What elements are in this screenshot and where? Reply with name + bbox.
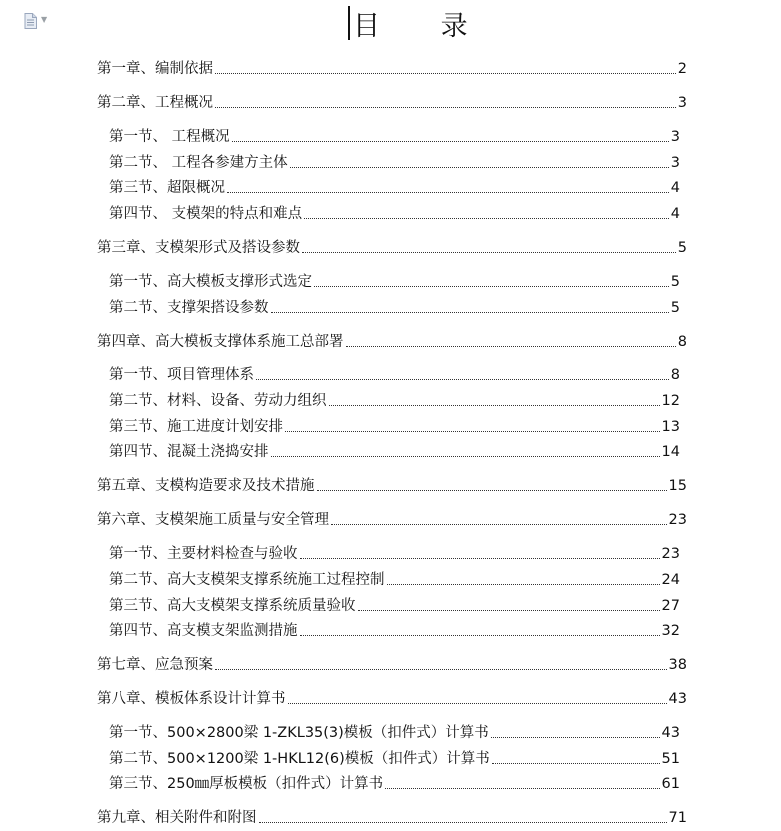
dot-leader bbox=[331, 524, 667, 525]
dot-leader bbox=[256, 379, 669, 380]
dot-leader bbox=[302, 252, 676, 253]
toc-section-entry[interactable] bbox=[109, 418, 680, 436]
toc-chapter-entry[interactable] bbox=[97, 809, 687, 827]
dot-leader bbox=[290, 167, 669, 168]
dot-leader bbox=[346, 346, 676, 347]
toc-chapter-entry[interactable] bbox=[97, 511, 687, 529]
toc-page-number: 51 bbox=[661, 751, 680, 767]
toc-entry-label: 第四节、混凝土浇捣安排 bbox=[109, 444, 269, 460]
toc-section-entry[interactable] bbox=[109, 571, 680, 589]
toc-page-number: 4 bbox=[670, 180, 680, 196]
toc-page-number: 5 bbox=[670, 300, 680, 316]
toc-page-number: 12 bbox=[661, 393, 680, 409]
toc-page-number: 4 bbox=[670, 206, 680, 222]
toc-entry-label: 第三节、超限概况 bbox=[109, 180, 225, 196]
dot-leader bbox=[285, 431, 660, 432]
toc-entry-label: 第四节、 支模架的特点和难点 bbox=[109, 206, 303, 222]
toc-entry-label: 第三节、250㎜厚板模板（扣件式）计算书 bbox=[109, 776, 384, 792]
toc-page-number: 14 bbox=[661, 444, 680, 460]
dot-leader bbox=[271, 312, 669, 313]
toc-chapter-entry[interactable] bbox=[97, 94, 687, 112]
dot-leader bbox=[317, 490, 667, 491]
toc-entry-label: 第二节、500×1200梁 1-HKL12(6)模板（扣件式）计算书 bbox=[109, 751, 490, 767]
toc-entry-label: 第三章、支模架形式及搭设参数 bbox=[97, 240, 300, 256]
dot-leader bbox=[271, 456, 660, 457]
toc-chapter-entry[interactable] bbox=[97, 239, 687, 257]
page-title: 目 录 bbox=[353, 11, 494, 42]
toc-page-number: 27 bbox=[661, 598, 680, 614]
toc-section-entry[interactable] bbox=[109, 273, 680, 291]
toc-entry-label: 第二节、 工程各参建方主体 bbox=[109, 155, 288, 171]
toc-section-entry[interactable] bbox=[109, 392, 680, 410]
toc-chapter-entry[interactable] bbox=[97, 690, 687, 708]
dot-leader bbox=[491, 737, 660, 738]
toc-page-number: 61 bbox=[661, 776, 680, 792]
toc-entry-label: 第五章、支模构造要求及技术措施 bbox=[97, 478, 315, 494]
toc-entry-label: 第二节、高大支模架支撑系统施工过程控制 bbox=[109, 572, 385, 588]
toc-page-number: 3 bbox=[670, 155, 680, 171]
toc-entry-label: 第一节、500×2800梁 1-ZKL35(3)模板（扣件式）计算书 bbox=[109, 725, 489, 741]
toc-page-number: 3 bbox=[677, 95, 687, 111]
dot-leader bbox=[492, 763, 660, 764]
toc-entry-label: 第一章、编制依据 bbox=[97, 61, 213, 77]
toc-entry-label: 第二节、材料、设备、劳动力组织 bbox=[109, 393, 327, 409]
toc-page-number: 43 bbox=[661, 725, 680, 741]
toc-page-number: 23 bbox=[661, 546, 680, 562]
toc-section-entry[interactable] bbox=[109, 128, 680, 146]
toc-section-entry[interactable] bbox=[109, 724, 680, 742]
dot-leader bbox=[215, 107, 676, 108]
dot-leader bbox=[304, 218, 669, 219]
dot-leader bbox=[232, 141, 669, 142]
toc-entry-label: 第一节、项目管理体系 bbox=[109, 367, 254, 383]
toc-page-number: 23 bbox=[668, 512, 687, 528]
dot-leader bbox=[358, 610, 660, 611]
toc-section-entry[interactable] bbox=[109, 750, 680, 768]
dot-leader bbox=[300, 558, 660, 559]
toc-entry-label: 第七章、应急预案 bbox=[97, 657, 213, 673]
toc-entry-label: 第三节、高大支模架支撑系统质量验收 bbox=[109, 598, 356, 614]
dot-leader bbox=[300, 635, 660, 636]
toc-entry-label: 第二章、工程概况 bbox=[97, 95, 213, 111]
toc-chapter-entry[interactable] bbox=[97, 656, 687, 674]
toc-page-number: 24 bbox=[661, 572, 680, 588]
toc-page-number: 8 bbox=[670, 367, 680, 383]
toc-section-entry[interactable] bbox=[109, 622, 680, 640]
toc-entry-label: 第三节、施工进度计划安排 bbox=[109, 419, 283, 435]
dot-leader bbox=[385, 788, 659, 789]
toc-section-entry[interactable] bbox=[109, 775, 680, 793]
dot-leader bbox=[329, 405, 660, 406]
toc-entry-label: 第六章、支模架施工质量与安全管理 bbox=[97, 512, 329, 528]
toc-section-entry[interactable] bbox=[109, 597, 680, 615]
toc-chapter-entry[interactable] bbox=[97, 477, 687, 495]
toc-section-entry[interactable] bbox=[109, 179, 680, 197]
toc-section-entry[interactable] bbox=[109, 545, 680, 563]
toc-section-entry[interactable] bbox=[109, 154, 680, 172]
toc-page-number: 43 bbox=[668, 691, 687, 707]
toc-entry-label: 第一节、高大模板支撑形式选定 bbox=[109, 274, 312, 290]
dot-leader bbox=[387, 584, 660, 585]
toc-page-number: 38 bbox=[668, 657, 687, 673]
toc-page-number: 2 bbox=[677, 61, 687, 77]
dot-leader bbox=[314, 286, 669, 287]
dot-leader bbox=[288, 703, 667, 704]
toc-page-number: 5 bbox=[670, 274, 680, 290]
toc-section-entry[interactable] bbox=[109, 366, 680, 384]
toc-entry-label: 第四节、高支模支架监测措施 bbox=[109, 623, 298, 639]
toc-entry-label: 第二节、支撑架搭设参数 bbox=[109, 300, 269, 316]
dot-leader bbox=[215, 73, 676, 74]
toc-section-entry[interactable] bbox=[109, 299, 680, 317]
toc-entry-label: 第四章、高大模板支撑体系施工总部署 bbox=[97, 334, 344, 350]
toc-entry-label: 第一节、 工程概况 bbox=[109, 129, 230, 145]
toc-entry-label: 第一节、主要材料检查与验收 bbox=[109, 546, 298, 562]
toc-chapter-entry[interactable] bbox=[97, 60, 687, 78]
toc-chapter-entry[interactable] bbox=[97, 333, 687, 351]
dropdown-caret-icon[interactable]: ▼ bbox=[41, 15, 48, 24]
toc-entry-label: 第九章、相关附件和附图 bbox=[97, 810, 257, 826]
toc-page-number: 15 bbox=[668, 478, 687, 494]
toc-section-entry[interactable] bbox=[109, 205, 680, 223]
toc-page-number: 3 bbox=[670, 129, 680, 145]
toc-page-number: 13 bbox=[661, 419, 680, 435]
dot-leader bbox=[215, 669, 667, 670]
toc-page-number: 8 bbox=[677, 334, 687, 350]
toc-section-entry[interactable] bbox=[109, 443, 680, 461]
toc-entry-label: 第八章、模板体系设计计算书 bbox=[97, 691, 286, 707]
toc-page-number: 71 bbox=[668, 810, 687, 826]
toc-page-number: 32 bbox=[661, 623, 680, 639]
toc-page-number: 5 bbox=[677, 240, 687, 256]
dot-leader bbox=[259, 822, 667, 823]
dot-leader bbox=[227, 192, 669, 193]
